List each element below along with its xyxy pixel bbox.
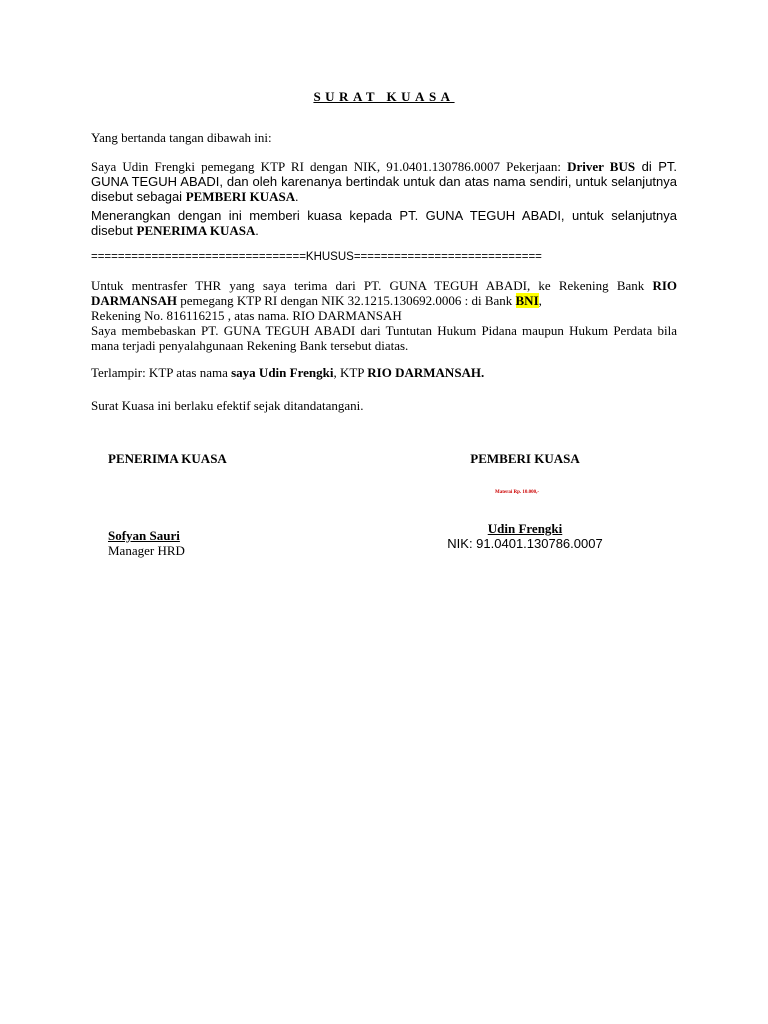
validity-text: Surat Kuasa ini berlaku efektif sejak ditandatangani. <box>91 398 364 413</box>
pemberi-text-3: . <box>295 189 299 204</box>
lampiran-name-2: RIO DARMANSAH. <box>367 365 485 380</box>
lampiran-name-1: saya Udin Frengki <box>231 365 334 380</box>
khusus-divider: ================================KHUSUS============================ <box>91 251 542 263</box>
bank-name: BNI <box>515 293 539 308</box>
lampiran-line <box>91 365 677 380</box>
penerima-text-1: Menerangkan dengan ini memberi kuasa kepada PT. GUNA TEGUH ABADI, untuk selanjutnya disebut <box>91 208 677 238</box>
lampiran-text-2: , KTP <box>333 365 368 380</box>
signature-penerima-name-block <box>108 528 308 558</box>
transfer-text-3: , <box>538 293 542 308</box>
document-title: SURAT KUASA <box>313 89 455 104</box>
transfer-text-2: pemegang KTP RI dengan NIK 32.1215.130692.0006 : di Bank <box>176 293 516 308</box>
release-text: Saya membebaskan PT. GUNA TEGUH ABADI dari Tuntutan Hukum Pidana maupun Hukum Perdata bila mana terjadi penyalahgunaan Rekening Bank tersebut diatas. <box>91 323 677 353</box>
pemberi-heading: PEMBERI KUASA <box>470 451 580 466</box>
account-line: Rekening No. 816116215 , atas nama. RIO DARMANSAH <box>91 308 402 323</box>
pemberi-paragraph <box>91 159 677 204</box>
transfer-paragraph <box>91 278 677 353</box>
pemberi-job: Driver BUS <box>567 159 636 174</box>
signature-pemberi-name-block <box>420 521 630 551</box>
penerima-paragraph <box>91 208 677 238</box>
transfer-text-1: Untuk mentrasfer THR yang saya terima dari PT. GUNA TEGUH ABADI, ke Rekening Bank <box>91 278 653 293</box>
lampiran-text-1: Terlampir: KTP atas nama <box>91 365 232 380</box>
penerima-label: PENERIMA KUASA <box>136 223 256 238</box>
signature-pemberi <box>425 451 625 466</box>
penerima-text-2: . <box>255 223 259 238</box>
penerima-role: Manager HRD <box>108 543 185 558</box>
transfer-recipient: RIO DARMANSAH <box>91 278 677 308</box>
penerima-name: Sofyan Sauri <box>108 528 180 543</box>
opening-line <box>91 130 677 145</box>
pemberi-text-1: Saya Udin Frengki pemegang KTP RI dengan NIK, 91.0401.130786.0007 Pekerjaan: <box>91 159 568 174</box>
penerima-heading: PENERIMA KUASA <box>108 451 227 466</box>
pemberi-text-2: di PT. GUNA TEGUH ABADI, dan oleh karenanya bertindak untuk dan atas nama sendiri, untuk selanjutnya disebut sebagai <box>91 159 678 204</box>
signature-penerima <box>108 451 308 466</box>
pemberi-name: Udin Frengki <box>487 521 563 536</box>
materai-stamp-label: Materai Rp. 10.000,- <box>495 490 540 495</box>
opening-text: Yang bertanda tangan dibawah ini: <box>91 130 272 145</box>
pemberi-label: PEMBERI KUASA <box>185 189 296 204</box>
pemberi-nik: NIK: 91.0401.130786.0007 <box>447 536 603 551</box>
validity-line <box>91 398 677 413</box>
